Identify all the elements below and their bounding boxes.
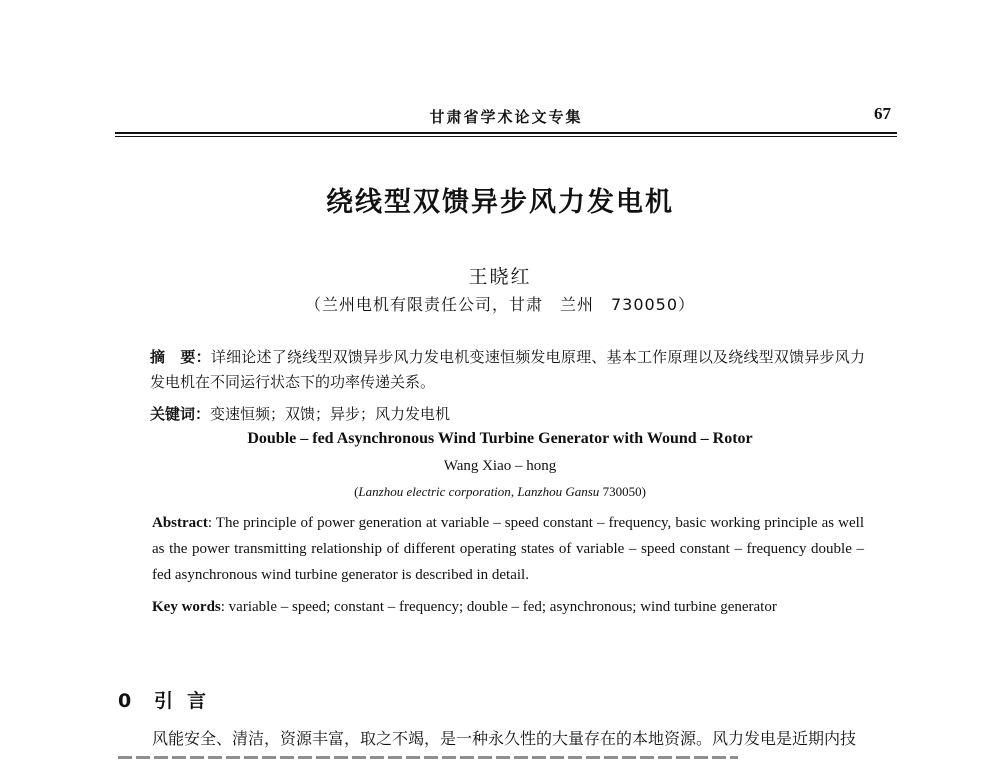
keywords-cn-text: 变速恒频；双馈；异步；风力发电机 (210, 405, 451, 423)
body-paragraph: 风能安全、清洁，资源丰富，取之不竭，是一种永久性的大量存在的本地资源。风力发电是近期内技 (152, 729, 857, 748)
affiliation-en-org: Lanzhou electric corporation (358, 484, 511, 499)
running-header (115, 104, 897, 132)
abstract-en-text: The principle of power generation at variable – speed constant – frequency, basic working principle as well as the power transmitting relationship of different operating states of variable – speed constant – frequency double – fed asynchronous wind turbine generator is described in detail. (152, 515, 864, 583)
header-rule (115, 132, 897, 134)
keywords-cn-label: 关键词： (150, 405, 211, 423)
keywords-en (152, 594, 864, 620)
section-heading (118, 686, 220, 713)
keywords-cn (150, 402, 865, 427)
keywords-en-label: Key words (152, 599, 221, 615)
keywords-en-text: variable – speed; constant – frequency; double – fed; asynchronous; wind turbine generator (228, 599, 777, 615)
abstract-cn-label: 摘 要： (150, 348, 211, 366)
page-number: 67 (874, 104, 891, 123)
journal-name: 甘肃省学术论文专集 (429, 108, 583, 126)
paper-title-en: Double – fed Asynchronous Wind Turbine Generator with Wound – Rotor (247, 430, 753, 447)
affiliation-cn: （兰州电机有限责任公司，甘肃 兰州 730050） (304, 295, 696, 314)
cut-off-text-fragment (118, 756, 738, 759)
abstract-en-label: Abstract (152, 515, 208, 531)
section-title: 引言 (154, 690, 221, 712)
affiliation-en-sep: , (510, 484, 518, 499)
author-cn: 王晓红 (468, 266, 532, 288)
affiliation-en (0, 484, 1000, 500)
affiliation-en-place: Lanzhou Gansu (517, 484, 600, 499)
paper-title-cn: 绕线型双馈异步风力发电机 (326, 187, 674, 218)
section-number: 0 (118, 690, 132, 712)
abstract-en-colon: : (207, 515, 216, 531)
cut-off-text-line (118, 754, 738, 760)
abstract-cn-text: 详细论述了绕线型双馈异步风力发电机变速恒频发电原理、基本工作原理以及绕线型双馈异步风力发电机在不同运行状态下的功率传递关系。 (150, 348, 865, 391)
author-en: Wang Xiao – hong (443, 458, 557, 474)
header-rule-thin (115, 136, 897, 137)
keywords-en-colon: : (220, 599, 229, 615)
abstract-cn (150, 345, 865, 395)
affiliation-en-postcode: 730050) (599, 484, 646, 499)
abstract-en (152, 510, 864, 588)
affiliation-en-open: ( (354, 484, 359, 499)
